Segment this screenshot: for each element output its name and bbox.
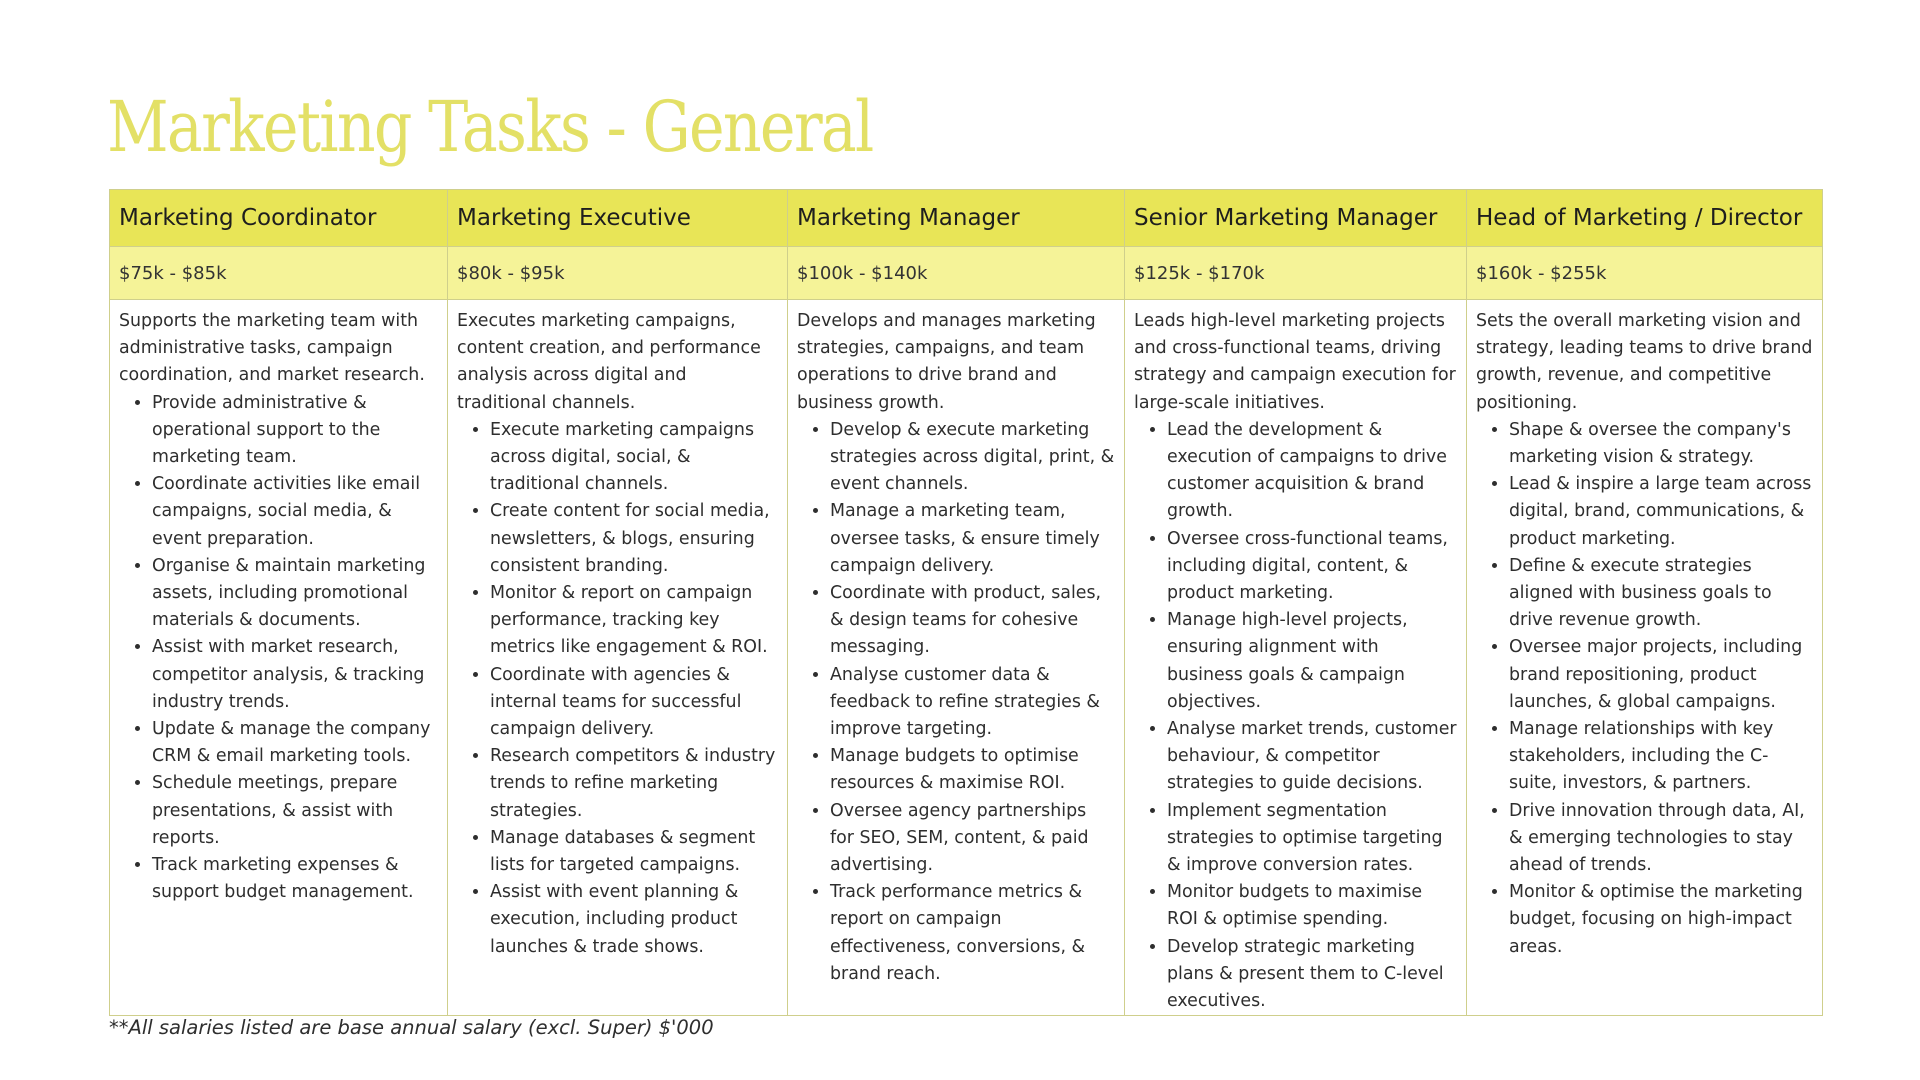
task-item: • Lead the development & execution of campaigns to drive customer acquisition & brand growth. bbox=[1167, 417, 1457, 526]
description-row bbox=[110, 300, 1823, 1016]
role-summary: Executes marketing campaigns, content creation, and performance analysis across digital and traditional channels. bbox=[457, 311, 761, 413]
task-item: • Coordinate with product, sales, & design teams for cohesive messaging. bbox=[830, 580, 1115, 662]
task-item: • Shape & oversee the company's marketing vision & strategy. bbox=[1509, 417, 1813, 471]
role-summary: Leads high-level marketing projects and cross-functional teams, driving strategy and campaign execution for large-scale initiatives. bbox=[1134, 311, 1456, 413]
task-item: • Track marketing expenses & support budget management. bbox=[152, 852, 438, 906]
task-item: • Manage a marketing team, oversee tasks, & ensure timely campaign delivery. bbox=[830, 498, 1115, 580]
task-item: • Lead & inspire a large team across digital, brand, communications, & product marketing. bbox=[1509, 471, 1813, 553]
task-item: • Track performance metrics & report on campaign effectiveness, conversions, & brand reach. bbox=[830, 879, 1115, 988]
task-list bbox=[797, 417, 1115, 988]
task-item: • Manage high-level projects, ensuring alignment with business goals & campaign objectives. bbox=[1167, 607, 1457, 716]
task-item: • Develop strategic marketing plans & present them to C-level executives. bbox=[1167, 934, 1457, 1016]
role-title: Head of Marketing / Director bbox=[1467, 190, 1823, 247]
role-description-cell bbox=[1467, 300, 1823, 1016]
role-summary: Develops and manages marketing strategies, campaigns, and team operations to drive brand and business growth. bbox=[797, 311, 1096, 413]
task-item: • Define & execute strategies aligned with business goals to drive revenue growth. bbox=[1509, 553, 1813, 635]
task-list bbox=[119, 390, 438, 907]
task-item: • Develop & execute marketing strategies across digital, print, & event channels. bbox=[830, 417, 1115, 499]
task-item: • Manage databases & segment lists for targeted campaigns. bbox=[490, 825, 778, 879]
task-item: • Research competitors & industry trends to refine marketing strategies. bbox=[490, 743, 778, 825]
task-item: • Monitor & report on campaign performance, tracking key metrics like engagement & ROI. bbox=[490, 580, 778, 662]
role-title: Senior Marketing Manager bbox=[1125, 190, 1467, 247]
task-item: • Provide administrative & operational support to the marketing team. bbox=[152, 390, 438, 472]
task-item: • Oversee agency partnerships for SEO, SEM, content, & paid advertising. bbox=[830, 798, 1115, 880]
task-item: • Coordinate activities like email campaigns, social media, & event preparation. bbox=[152, 471, 438, 553]
task-item: • Create content for social media, newsletters, & blogs, ensuring consistent branding. bbox=[490, 498, 778, 580]
role-description-cell bbox=[110, 300, 448, 1016]
role-summary: Supports the marketing team with administrative tasks, campaign coordination, and market research. bbox=[119, 311, 425, 386]
task-item: • Execute marketing campaigns across digital, social, & traditional channels. bbox=[490, 417, 778, 499]
salary-range: $160k - $255k bbox=[1467, 247, 1823, 300]
salary-range: $100k - $140k bbox=[788, 247, 1125, 300]
task-item: • Analyse customer data & feedback to refine strategies & improve targeting. bbox=[830, 662, 1115, 744]
salary-range: $125k - $170k bbox=[1125, 247, 1467, 300]
page-title: Marketing Tasks - General bbox=[107, 86, 873, 168]
task-item: • Assist with event planning & execution, including product launches & trade shows. bbox=[490, 879, 778, 961]
roles-table bbox=[109, 189, 1823, 1016]
task-list bbox=[1476, 417, 1813, 961]
task-item: • Organise & maintain marketing assets, including promotional materials & documents. bbox=[152, 553, 438, 635]
task-item: • Manage relationships with key stakeholders, including the C-suite, investors, & partners. bbox=[1509, 716, 1813, 798]
task-list bbox=[1134, 417, 1457, 1015]
task-item: • Coordinate with agencies & internal teams for successful campaign delivery. bbox=[490, 662, 778, 744]
role-description-cell bbox=[1125, 300, 1467, 1016]
task-item: • Manage budgets to optimise resources & maximise ROI. bbox=[830, 743, 1115, 797]
role-title: Marketing Executive bbox=[448, 190, 788, 247]
task-item: • Analyse market trends, customer behaviour, & competitor strategies to guide decisions. bbox=[1167, 716, 1457, 798]
task-item: • Implement segmentation strategies to optimise targeting & improve conversion rates. bbox=[1167, 798, 1457, 880]
role-title: Marketing Coordinator bbox=[110, 190, 448, 247]
task-item: • Oversee cross-functional teams, including digital, content, & product marketing. bbox=[1167, 526, 1457, 608]
task-item: • Monitor budgets to maximise ROI & optimise spending. bbox=[1167, 879, 1457, 933]
role-title: Marketing Manager bbox=[788, 190, 1125, 247]
role-summary: Sets the overall marketing vision and strategy, leading teams to drive brand growth, revenue, and competitive positioning. bbox=[1476, 311, 1813, 413]
task-item: • Assist with market research, competitor analysis, & tracking industry trends. bbox=[152, 634, 438, 716]
task-list bbox=[457, 417, 778, 961]
task-item: • Schedule meetings, prepare presentations, & assist with reports. bbox=[152, 770, 438, 852]
task-item: • Update & manage the company CRM & email marketing tools. bbox=[152, 716, 438, 770]
salary-row bbox=[110, 247, 1823, 300]
task-item: • Oversee major projects, including brand repositioning, product launches, & global campaigns. bbox=[1509, 634, 1813, 716]
task-item: • Drive innovation through data, AI, & emerging technologies to stay ahead of trends. bbox=[1509, 798, 1813, 880]
role-description-cell bbox=[448, 300, 788, 1016]
role-description-cell bbox=[788, 300, 1125, 1016]
task-item: • Monitor & optimise the marketing budget, focusing on high-impact areas. bbox=[1509, 879, 1813, 961]
salary-footnote: **All salaries listed are base annual salary (excl. Super) $'000 bbox=[109, 1016, 714, 1039]
role-title-row bbox=[110, 190, 1823, 247]
salary-range: $75k - $85k bbox=[110, 247, 448, 300]
salary-range: $80k - $95k bbox=[448, 247, 788, 300]
